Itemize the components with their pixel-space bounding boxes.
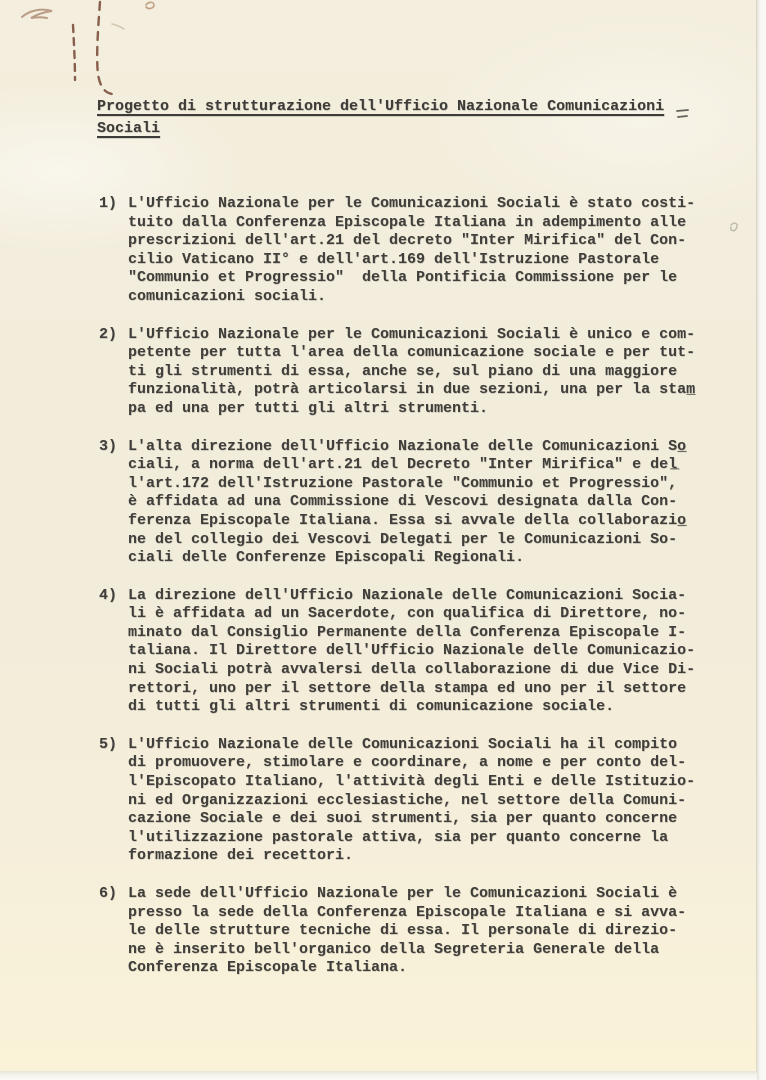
text-line: pa ed una per tutti gli altri strumenti. — [128, 399, 489, 417]
paragraph-number: 1) — [99, 195, 127, 212]
paragraph-1 — [99, 195, 739, 307]
text-line: li è affidata ad un Sacerdote, con qualifica di Direttore, no- — [128, 605, 687, 623]
text-line: di tutti gli altri strumenti di comunicazione sociale. — [128, 698, 615, 716]
text-line: cazione Sociale e dei suoi strumenti, sia per quanto concerne — [128, 810, 678, 828]
text-line: ciali, a norma dell'art.21 del Decreto "Inter Mirifica" e del̲ — [128, 456, 678, 474]
text-line: l'art.172 dell'Istruzione Pastorale "Communio et Progressio", — [128, 474, 678, 492]
paragraph-list — [99, 195, 739, 997]
document-title — [97, 96, 717, 140]
text-line: taliana. Il Direttore dell'Ufficio Nazionale delle Comunicazio- — [128, 642, 696, 660]
paragraph-number: 5) — [99, 735, 127, 753]
text-line: ti gli strumenti di essa, anche se, sul piano di una maggiore — [128, 362, 678, 380]
title-line-2: Sociali — [97, 120, 161, 137]
title-line-1: Progetto di strutturazione dell'Ufficio Nazionale Comunicazioni — [97, 98, 665, 115]
scan-edge-right — [757, 0, 766, 1080]
paragraph-6 — [99, 885, 739, 978]
text-line: le delle strutture tecniche di essa. Il personale di direzio- — [128, 922, 678, 940]
paragraph-text — [128, 587, 739, 717]
paragraph-number: 3) — [99, 437, 127, 455]
text-line: L'Ufficio Nazionale per le Comunicazioni Sociali è unico e com- — [128, 325, 696, 343]
text-line: tuito dalla Conferenza Episcopale Italiana in adempimento alle — [128, 213, 687, 231]
text-line: presso la sede della Conferenza Episcopale Italiana e si avva- — [128, 903, 687, 921]
paragraph-number: 6) — [99, 885, 127, 902]
text-line: minato dal Consiglio Permanente della Conferenza Episcopale I- — [128, 623, 687, 641]
text-line: rettori, uno per il settore della stampa ed uno per il settore — [128, 679, 687, 697]
text-line: formazione dei recettori. — [128, 847, 354, 865]
text-line: ne del collegio dei Vescovi Delegati per le Comunicazioni So- — [128, 530, 678, 548]
scan-edge-bottom — [0, 1071, 757, 1080]
paragraph-4 — [99, 587, 739, 717]
text-line: L'Ufficio Nazionale per le Comunicazioni Sociali è stato costi- — [128, 195, 696, 212]
text-line: ferenza Episcopale Italiana. Essa si avvale della collaborazio̲ — [128, 511, 687, 529]
paragraph-number: 4) — [99, 586, 127, 604]
text-line: funzionalità, potrà articolarsi in due sezioni, una per la stam̲ — [128, 381, 696, 399]
paragraph-text — [128, 438, 739, 568]
text-line: ne è inserito bell'organico della Segreteria Generale della — [128, 940, 660, 958]
paragraph-3 — [99, 438, 739, 568]
text-line: La sede dell'Ufficio Nazionale per le Comunicazioni Sociali è — [128, 885, 678, 902]
text-line: Conferenza Episcopale Italiana. — [128, 959, 408, 977]
text-line: petente per tutta l'area della comunicazione sociale e per tut- — [128, 344, 696, 362]
paragraph-text — [128, 326, 739, 419]
paragraph-text — [128, 195, 739, 307]
text-line: l'utilizzazione pastorale attiva, sia per quanto concerne la — [128, 828, 669, 846]
paragraph-2 — [99, 326, 739, 419]
paragraph-text — [128, 885, 739, 978]
text-line: è affidata ad una Commissione di Vescovi designata dalla Con- — [128, 493, 678, 511]
text-line: ni Sociali potrà avvalersi della collaborazione di due Vice Di- — [128, 661, 696, 679]
text-line: l'Episcopato Italiano, l'attività degli Enti e delle Istituzio- — [128, 773, 696, 791]
paragraph-text — [128, 736, 739, 866]
text-line: La direzione dell'Ufficio Nazionale delle Comunicazioni Socia- — [128, 586, 687, 604]
text-line: "Communio et Progressio" della Pontificia Commissione per le — [128, 269, 678, 287]
text-line: cilio Vaticano II° e dell'art.169 dell'Istruzione Pastorale — [128, 250, 660, 268]
text-line: comunicazioni sociali. — [128, 287, 327, 305]
text-line: di promuovere, stimolare e coordinare, a nome e per conto del- — [128, 754, 687, 772]
text-line: L'alta direzione dell'Ufficio Nazionale delle Comunicazioni So̲ — [128, 437, 687, 455]
paragraph-number: 2) — [99, 325, 127, 343]
text-line: prescrizioni dell'art.21 del decreto "Inter Mirifica" del Con- — [128, 232, 687, 250]
text-line: L'Ufficio Nazionale delle Comunicazioni Sociali ha il compito — [128, 735, 678, 753]
paragraph-5 — [99, 736, 739, 866]
text-line: ni ed Organizzazioni ecclesiastiche, nel settore della Comuni- — [128, 791, 687, 809]
text-line: ciali delle Conferenze Episcopali Regionali. — [128, 549, 525, 567]
